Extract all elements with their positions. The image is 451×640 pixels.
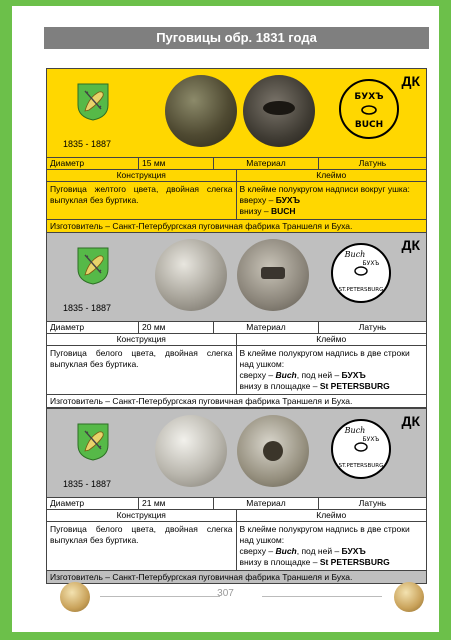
section-header-row (47, 510, 426, 522)
diameter-label: Диаметр (47, 322, 139, 333)
construction-text: Пуговица белого цвета, двойная слегка выпуклая без буртика. (47, 346, 237, 394)
button-front-image (165, 75, 237, 147)
material-value: Латунь (358, 158, 387, 168)
stamp-top-text: БУХЪ (354, 92, 384, 102)
button-front-image (155, 415, 227, 487)
maker-stamp-icon (329, 241, 393, 305)
section-header-row (47, 334, 426, 346)
construction-text: Пуговица белого цвета, двойная слегка выпуклая без буртика. (47, 522, 237, 570)
construction-header: Конструкция (47, 510, 237, 521)
stamp-bottom-text: ST.PETERSBURG (338, 463, 384, 469)
stamp-line-3: внизу в площадке – St PETERSBURG (239, 557, 390, 567)
button-back-image (237, 239, 309, 311)
section-header-row (47, 170, 426, 182)
stamp-top-text: Buch (344, 250, 366, 259)
stamp-top-text: Buch (344, 426, 366, 435)
dk-badge: ДК (401, 413, 420, 429)
stamp-bottom-text: BUCH (354, 120, 384, 130)
stamp-text (237, 346, 427, 394)
page-number: 307 (217, 588, 234, 599)
stamp-mid-text: БУХЪ (362, 260, 380, 267)
dk-badge: ДК (401, 237, 420, 253)
maker-row: Изготовитель – Санкт-Петербургская пуговичная фабрика Траншеля и Буха. (47, 220, 426, 232)
photo-panel (47, 69, 426, 158)
stamp-header: Клеймо (316, 334, 347, 344)
specs-row (47, 498, 426, 510)
photo-panel (47, 233, 426, 322)
material-label: Материал (214, 322, 319, 333)
footer-coin-right-icon (394, 582, 424, 612)
description-row (47, 182, 426, 220)
stamp-bottom-text: ST.PETERSBURG (338, 287, 384, 293)
shank-icon (261, 267, 285, 279)
diameter-label: Диаметр (47, 498, 139, 509)
years-label: 1835 - 1887 (63, 139, 112, 149)
years-label: 1835 - 1887 (63, 303, 112, 313)
shank-icon (263, 441, 283, 461)
material-label: Материал (214, 498, 319, 509)
button-card-3 (46, 408, 427, 584)
page-title: Пуговицы обр. 1831 года (44, 27, 429, 49)
stamp-mid-text: БУХЪ (362, 436, 380, 443)
coat-of-arms-icon (77, 247, 109, 285)
specs-row (47, 158, 426, 170)
specs-row (47, 322, 426, 334)
years-label: 1835 - 1887 (63, 479, 112, 489)
photo-panel (47, 409, 426, 498)
button-front-image (155, 239, 227, 311)
stamp-line-3: внизу – BUCH (239, 206, 296, 216)
stamp-line-2: сверху – Buch, под ней – БУХЪ (239, 546, 366, 556)
stamp-header: Клеймо (316, 170, 347, 180)
diameter-value: 15 мм (139, 158, 214, 169)
stamp-line-2: вверху – БУХЪ (239, 195, 300, 205)
construction-text: Пуговица желтого цвета, двойная слегка выпуклая без буртика. (47, 182, 237, 219)
button-card-2 (46, 232, 427, 408)
coat-of-arms-icon (77, 83, 109, 121)
stamp-text (237, 522, 427, 570)
diameter-value: 20 мм (139, 322, 214, 333)
diameter-value: 21 мм (139, 498, 214, 509)
maker-row: Изготовитель – Санкт-Петербургская пуговичная фабрика Траншеля и Буха. (47, 571, 426, 583)
button-card-1 (46, 68, 427, 233)
material-label: Материал (214, 158, 319, 169)
stamp-line-1: В клейме полукругом надпись в две строки над ушком: (239, 348, 410, 369)
maker-stamp-icon (329, 417, 393, 481)
maker-row: Изготовитель – Санкт-Петербургская пуговичная фабрика Траншеля и Буха. (47, 395, 426, 407)
description-row (47, 522, 426, 571)
construction-header: Конструкция (47, 170, 237, 181)
material-value: Латунь (358, 322, 387, 332)
shank-icon (263, 101, 295, 115)
material-value: Латунь (358, 498, 387, 508)
stamp-text (237, 182, 427, 219)
description-row (47, 346, 426, 395)
footer-divider-right (262, 596, 382, 597)
stamp-line-1: В клейме полукругом надпись в две строки над ушком: (239, 524, 410, 545)
button-back-image (237, 415, 309, 487)
maker-stamp-icon (337, 77, 401, 141)
stamp-line-2: сверху – Buch, под ней – БУХЪ (239, 370, 366, 380)
dk-badge: ДК (401, 73, 420, 89)
diameter-label: Диаметр (47, 158, 139, 169)
button-back-image (243, 75, 315, 147)
construction-header: Конструкция (47, 334, 237, 345)
coat-of-arms-icon (77, 423, 109, 461)
stamp-header: Клеймо (316, 510, 347, 520)
stamp-line-1: В клейме полукругом надписи вокруг ушка: (239, 184, 410, 194)
stamp-line-3: внизу в площадке – St PETERSBURG (239, 381, 390, 391)
